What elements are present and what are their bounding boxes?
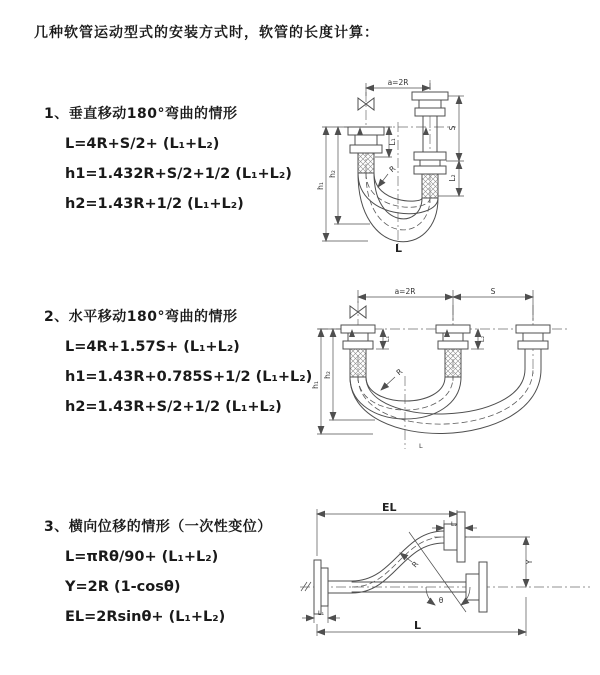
flange <box>348 127 384 135</box>
flange <box>350 145 382 153</box>
displaced-sweep-curves <box>350 366 541 433</box>
section-heading: 1、垂直移动180°弯曲的情形 <box>44 106 238 122</box>
radius-callout <box>381 367 404 390</box>
middle-leg <box>436 325 470 377</box>
flange <box>516 325 550 333</box>
formula-line: Y=2R (1-cosθ) <box>65 579 181 595</box>
dim-label-s: S <box>448 125 457 131</box>
flange <box>436 325 470 333</box>
flange <box>438 341 468 349</box>
flange <box>341 325 375 333</box>
dimension-y <box>525 537 534 587</box>
dim-label-l: L <box>419 442 423 450</box>
formula-line: h1=1.43R+0.785S+1/2 (L₁+L₂) <box>65 369 313 385</box>
dimension-l <box>317 597 526 636</box>
dimension-l1 <box>302 606 340 623</box>
formula-line: h2=1.43R+S/2+1/2 (L₁+L₂) <box>65 399 282 415</box>
radius-callout <box>400 553 420 569</box>
formula-line: L=4R+1.57S+ (L₁+L₂) <box>65 339 240 355</box>
flange <box>412 92 448 100</box>
formula-line: EL=2Rsinθ+ (L₁+L₂) <box>65 609 226 625</box>
flange <box>414 166 446 174</box>
dim-label-r: R <box>387 163 398 175</box>
flange <box>314 560 321 614</box>
dim-label-l: L <box>395 242 403 255</box>
diagram-lateral-displacement <box>294 502 594 650</box>
dim-label-theta: θ <box>438 596 444 605</box>
pipe-break-mark <box>301 582 311 591</box>
dimension-el <box>317 502 457 556</box>
formula-line: h2=1.43R+1/2 (L₁+L₂) <box>65 196 244 212</box>
formula-line: L=πRθ/90+ (L₁+L₂) <box>65 549 219 565</box>
braided-hose <box>358 153 374 173</box>
braided-hose <box>422 174 438 198</box>
diagram-vertical-bend <box>308 74 590 256</box>
dim-label-l2: L₂ <box>448 174 457 182</box>
section-vertical-movement <box>44 103 344 219</box>
radius-callout <box>378 164 397 187</box>
section-heading: 3、横向位移的情形（一次性变位） <box>44 519 272 535</box>
section-horizontal-movement <box>44 306 344 422</box>
dim-label-h2: h₂ <box>323 371 332 379</box>
dim-label-r: R <box>409 559 421 570</box>
dim-label-l1: L₁ <box>388 138 397 146</box>
dim-label-a2r: a=2R <box>387 78 409 87</box>
flange <box>414 152 446 160</box>
diagram-horizontal-bend <box>303 281 593 461</box>
dim-label-r: R <box>394 366 405 378</box>
dim-label-l: L <box>414 619 422 632</box>
dim-label-y: Y <box>525 559 534 565</box>
dim-label-l1: L₁ <box>383 335 391 343</box>
flange <box>321 568 328 606</box>
s-curve-hose <box>352 512 530 593</box>
flange <box>343 341 373 349</box>
right-leg <box>412 92 448 198</box>
dim-label-l1: L₁ <box>317 609 325 617</box>
dim-label-l2: L₂ <box>478 335 486 343</box>
flange <box>518 341 548 349</box>
formula-line: h1=1.432R+S/2+1/2 (L₁+L₂) <box>65 166 292 182</box>
flange <box>415 108 445 116</box>
dim-label-l2: L₂ <box>450 520 458 528</box>
dim-label-h1: h₁ <box>311 381 320 389</box>
dim-label-h2: h₂ <box>328 170 337 178</box>
braided-hose <box>350 349 366 377</box>
flange <box>420 160 440 166</box>
dim-label-s: S <box>490 287 496 296</box>
dim-label-a2r: a=2R <box>394 287 416 296</box>
formula-line: L=4R+S/2+ (L₁+L₂) <box>65 136 220 152</box>
left-leg <box>348 127 384 173</box>
section-heading: 2、水平移动180°弯曲的情形 <box>44 309 238 325</box>
left-leg <box>341 325 375 377</box>
flange <box>523 333 543 341</box>
dim-label-h1: h₁ <box>316 182 325 190</box>
dimension-a2r-s <box>358 287 533 321</box>
braided-hose <box>445 349 461 377</box>
flange <box>457 512 465 562</box>
flange <box>419 100 441 108</box>
dim-label-el: EL <box>382 502 397 514</box>
flange <box>479 562 487 612</box>
page-title: 几种软管运动型式的安装方式时，软管的长度计算： <box>34 25 379 41</box>
flange <box>355 135 377 145</box>
